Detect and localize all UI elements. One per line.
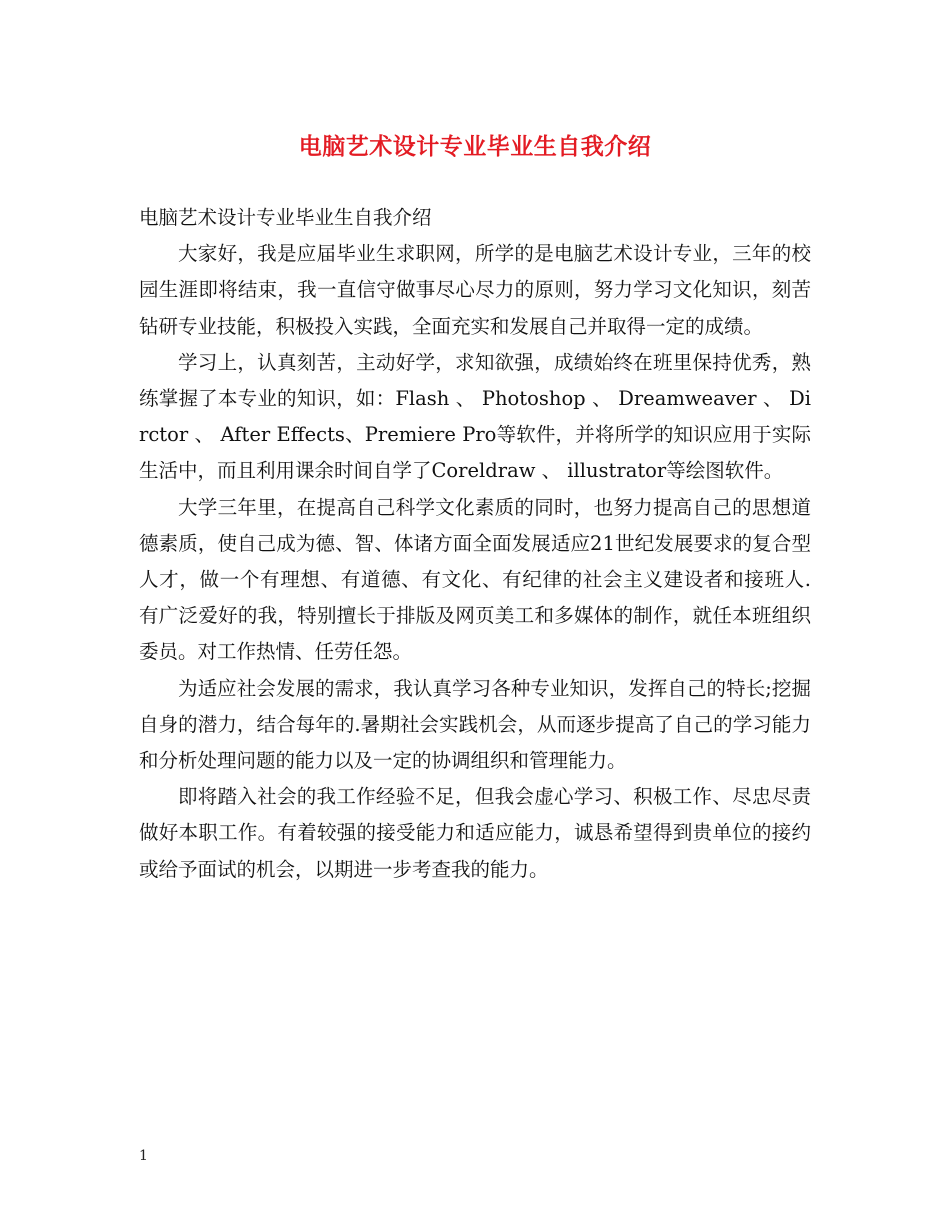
document-title: 电脑艺术设计专业毕业生自我介绍 [298, 133, 652, 160]
body-heading: 电脑艺术设计专业毕业生自我介绍 [139, 206, 432, 229]
paragraph-practice: 为适应社会发展的需求，我认真学习各种专业知识，发挥自己的特长;挖掘自身的潜力，结合每年的.暑期社会实践机会，从而逐步提高了自己的学习能力和分析处理问题的能力以及一定的协调组织和管理能力。 [139, 676, 811, 773]
paragraph-intro: 大家好，我是应届毕业生求职网，所学的是电脑艺术设计专业，三年的校园生涯即将结束，我一直信守做事尽心尽力的原则，努力学习文化知识，刻苦钻研专业技能，积极投入实践，全面充实和发展自己并取得一定的成绩。 [139, 242, 811, 338]
paragraph-study: 学习上，认真刻苦，主动好学，求知欲强，成绩始终在班里保持优秀，熟练掌握了本专业的知识，如：Flash 、 Photoshop 、 Dreamweaver 、 Dirctor 、 After Effects、Premiere Pro等软件，并将所学的知识应用于实际生活中，而且利用课余时间自学了Coreldraw 、 illustrator等绘图软件。 [139, 350, 811, 483]
page-number: 1 [139, 1148, 148, 1164]
document-body [139, 200, 811, 888]
paragraph-closing: 即将踏入社会的我工作经验不足，但我会虚心学习、积极工作、尽忠尽责做好本职工作。有着较强的接受能力和适应能力，诚恳希望得到贵单位的接约或给予面试的机会，以期进一步考查我的能力。 [139, 785, 811, 881]
paragraph-college-years: 大学三年里，在提高自己科学文化素质的同时，也努力提高自己的思想道德素质，使自己成为德、智、体诸方面全面发展适应21世纪发展要求的复合型人才，做一个有理想、有道德、有文化、有纪律的社会主义建设者和接班人. 有广泛爱好的我，特别擅长于排版及网页美工和多媒体的制作，就任本班组织委员。对工作热情、任劳任怨。 [139, 495, 811, 664]
